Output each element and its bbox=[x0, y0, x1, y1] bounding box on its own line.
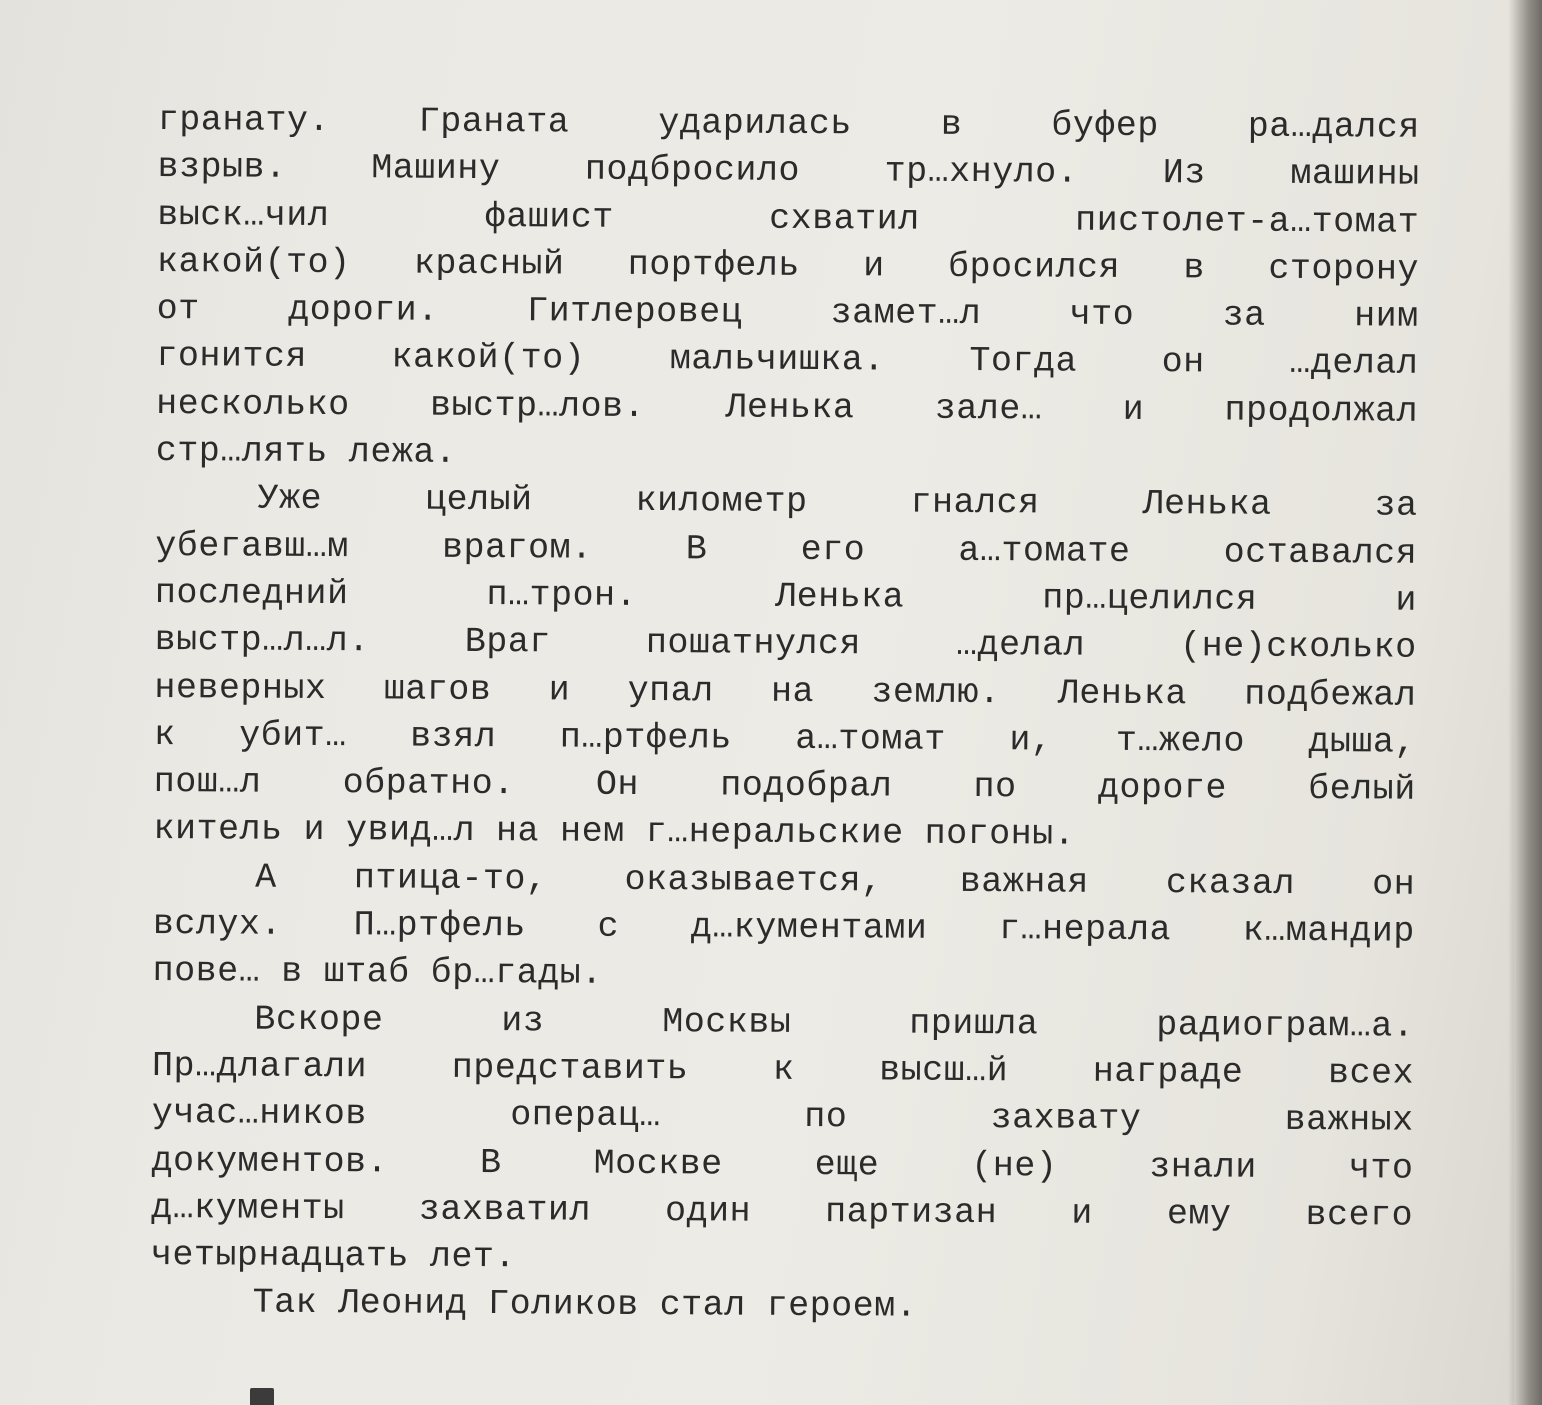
word: гнался bbox=[910, 482, 1040, 524]
word: от bbox=[156, 289, 200, 330]
word: зале… bbox=[934, 388, 1043, 430]
word: пошатнулся bbox=[645, 623, 862, 665]
word: всех bbox=[1327, 1053, 1415, 1094]
text-line bbox=[156, 381, 1418, 436]
text-line bbox=[150, 1279, 1412, 1334]
word: какой(то) bbox=[391, 337, 586, 380]
word: д…кументами bbox=[690, 907, 928, 949]
word: на bbox=[770, 671, 815, 712]
word: за bbox=[1374, 485, 1418, 527]
word: п…ртфель bbox=[559, 717, 732, 759]
word: упал bbox=[627, 670, 714, 711]
word: вслух. bbox=[152, 904, 283, 945]
word: несколько bbox=[156, 383, 350, 425]
word: (не)сколько bbox=[1179, 626, 1417, 668]
word: награде bbox=[1092, 1051, 1244, 1093]
word: захватил bbox=[418, 1189, 592, 1231]
word: сторону bbox=[1268, 248, 1420, 290]
word: подбросило bbox=[584, 149, 801, 192]
word: из bbox=[501, 1000, 545, 1042]
word: и bbox=[1071, 1193, 1093, 1234]
word: всего bbox=[1305, 1194, 1414, 1236]
word: он bbox=[1372, 864, 1416, 905]
word: с bbox=[597, 906, 620, 947]
word: радиограм…а. bbox=[1156, 1004, 1415, 1047]
word: пистолет-а…томат bbox=[1075, 200, 1420, 243]
word: в bbox=[281, 952, 303, 993]
word: еще bbox=[814, 1144, 880, 1185]
word: бросился bbox=[947, 246, 1121, 288]
word: высш…й bbox=[879, 1050, 1009, 1092]
text-line bbox=[153, 901, 1415, 956]
word: продолжал bbox=[1224, 390, 1419, 432]
word: Гитлеровец bbox=[527, 291, 743, 333]
word: партизан bbox=[825, 1191, 998, 1233]
text-line bbox=[154, 759, 1416, 814]
word: один bbox=[664, 1190, 752, 1232]
word: Из bbox=[1162, 153, 1206, 194]
word: знали bbox=[1149, 1146, 1257, 1188]
text-line bbox=[157, 144, 1419, 199]
word: …делал bbox=[955, 625, 1086, 666]
text-line bbox=[153, 948, 1415, 1003]
word: убегавш…м bbox=[155, 525, 349, 567]
word: что bbox=[1348, 1147, 1414, 1189]
word: землю. bbox=[871, 671, 1001, 713]
word: портфель bbox=[627, 244, 800, 286]
text-line bbox=[155, 523, 1417, 578]
word: ра…дался bbox=[1247, 106, 1420, 148]
word: В bbox=[685, 528, 708, 570]
word: его bbox=[800, 529, 866, 570]
word: что bbox=[1069, 294, 1135, 336]
text-line bbox=[158, 97, 1420, 152]
word: китель bbox=[153, 809, 283, 851]
word: ему bbox=[1166, 1194, 1232, 1235]
text-line bbox=[157, 192, 1419, 247]
word: к bbox=[772, 1049, 795, 1090]
word: д…кументы bbox=[151, 1187, 345, 1229]
word: Машину bbox=[371, 148, 501, 190]
word: фашист bbox=[484, 196, 614, 238]
word: Вскоре bbox=[254, 999, 384, 1041]
word: Ленька bbox=[775, 576, 905, 618]
word: Ленька bbox=[1057, 673, 1188, 714]
word: к…мандир bbox=[1242, 910, 1415, 952]
word: погоны. bbox=[924, 814, 1076, 856]
word: сказал bbox=[1165, 862, 1296, 904]
word: мальчишка. bbox=[669, 339, 885, 381]
word: Ленька bbox=[725, 387, 855, 429]
text-line bbox=[151, 1185, 1413, 1240]
word: учас…ников bbox=[151, 1093, 367, 1135]
word: документов. bbox=[151, 1140, 389, 1182]
word: Так bbox=[252, 1283, 318, 1324]
word: …делал bbox=[1289, 343, 1419, 385]
word: пр…целился bbox=[1042, 578, 1258, 620]
word: тр…хнуло. bbox=[884, 151, 1079, 193]
word: бр…гады. bbox=[430, 953, 603, 995]
page-edge bbox=[1514, 0, 1542, 1405]
word: пришла bbox=[909, 1003, 1039, 1045]
text-line bbox=[157, 286, 1419, 341]
word: оказывается, bbox=[624, 859, 883, 902]
word: Он bbox=[595, 764, 640, 806]
word: красный bbox=[413, 243, 565, 285]
word: т…жело bbox=[1115, 720, 1246, 762]
word: и bbox=[1395, 580, 1418, 621]
word: за bbox=[1222, 295, 1266, 336]
text-line bbox=[155, 475, 1417, 530]
text-line bbox=[152, 996, 1414, 1051]
word: оставался bbox=[1223, 532, 1418, 574]
word: важная bbox=[959, 861, 1089, 903]
word: В bbox=[479, 1142, 502, 1183]
word: операц… bbox=[510, 1095, 661, 1137]
word: А bbox=[255, 857, 277, 898]
word: шагов bbox=[383, 668, 492, 710]
word: Москвы bbox=[662, 1001, 792, 1043]
word: пове… bbox=[152, 951, 261, 992]
word: и bbox=[548, 669, 571, 711]
text-line bbox=[153, 854, 1415, 909]
word: по bbox=[804, 1097, 848, 1138]
word: дыша, bbox=[1308, 721, 1417, 763]
word: Граната bbox=[418, 101, 570, 143]
word: убит… bbox=[239, 715, 347, 757]
word: какой(то) bbox=[156, 241, 351, 284]
word: выстр…л…л. bbox=[154, 620, 370, 662]
word: он bbox=[1161, 342, 1205, 383]
word: обратно. bbox=[342, 763, 515, 805]
word: и bbox=[303, 810, 326, 851]
text-line bbox=[157, 239, 1419, 294]
word: машины bbox=[1290, 154, 1420, 196]
text-line bbox=[155, 570, 1417, 625]
word: к bbox=[153, 714, 176, 755]
word: подбежал bbox=[1244, 674, 1417, 716]
word: г…нерала bbox=[998, 909, 1172, 951]
word: в bbox=[940, 104, 963, 145]
word: буфер bbox=[1051, 105, 1159, 147]
word: птица-то, bbox=[353, 857, 548, 900]
word: Леонид bbox=[338, 1283, 468, 1325]
word: подобрал bbox=[720, 765, 893, 807]
word: представить bbox=[451, 1047, 689, 1090]
word: нем bbox=[559, 811, 625, 853]
word: замет…л bbox=[830, 293, 982, 335]
word: и bbox=[1122, 389, 1145, 430]
text-line bbox=[156, 333, 1418, 388]
word: километр bbox=[635, 481, 808, 523]
word: белый bbox=[1308, 769, 1416, 810]
word: врагом. bbox=[441, 527, 593, 569]
word: штаб bbox=[323, 952, 410, 993]
word: а…томате bbox=[958, 530, 1131, 572]
word: в bbox=[1183, 248, 1206, 289]
word: г…неральские bbox=[645, 812, 904, 855]
text-line bbox=[155, 617, 1417, 672]
story-text bbox=[150, 97, 1419, 1334]
word: ним bbox=[1354, 296, 1419, 337]
word: а…томат bbox=[795, 718, 946, 760]
word: последний bbox=[154, 572, 349, 615]
word: п…трон. bbox=[486, 574, 638, 616]
word: увид…л bbox=[345, 810, 476, 852]
word: героем. bbox=[766, 1286, 918, 1328]
word: целый bbox=[424, 480, 533, 521]
word: гонится bbox=[156, 336, 308, 378]
cut-off-next-line bbox=[250, 1388, 274, 1405]
text-line bbox=[151, 1232, 1413, 1287]
word: дороге bbox=[1097, 767, 1228, 809]
text-line bbox=[151, 1138, 1413, 1193]
word: (не) bbox=[971, 1145, 1058, 1187]
word: выстр…лов. bbox=[429, 385, 646, 427]
word: взял bbox=[410, 716, 497, 757]
word: важных bbox=[1284, 1100, 1414, 1141]
word: гранату. bbox=[157, 99, 331, 142]
word: стал bbox=[659, 1285, 746, 1327]
word: дороги. bbox=[288, 289, 439, 331]
word: Тогда bbox=[969, 341, 1078, 383]
word: Пр…длагали bbox=[151, 1045, 368, 1088]
word: по bbox=[973, 767, 1017, 808]
word: четырнадцать bbox=[150, 1235, 410, 1277]
word: П…ртфель bbox=[353, 905, 526, 947]
text-line bbox=[156, 428, 1418, 483]
text-line bbox=[152, 1090, 1414, 1145]
word: взрыв. bbox=[157, 147, 287, 189]
text-line bbox=[154, 712, 1416, 767]
word: захвату bbox=[990, 1098, 1142, 1140]
word: Голиков bbox=[488, 1284, 639, 1326]
word: лежа. bbox=[348, 432, 457, 473]
word: Враг bbox=[464, 622, 551, 663]
text-line bbox=[152, 1043, 1414, 1098]
word: ударилась bbox=[658, 103, 852, 145]
text-line bbox=[153, 806, 1415, 861]
word: пош…л bbox=[153, 762, 262, 803]
word: схватил bbox=[769, 198, 920, 240]
word: и, bbox=[1009, 720, 1053, 761]
word: и bbox=[863, 246, 885, 287]
word: Ленька bbox=[1142, 484, 1272, 526]
word: Уже bbox=[257, 478, 323, 520]
word: лет. bbox=[429, 1236, 517, 1278]
word: на bbox=[495, 811, 540, 852]
word: выск…чил bbox=[157, 194, 330, 236]
word: Москве bbox=[593, 1143, 723, 1185]
word: стр…лять bbox=[155, 431, 328, 473]
text-line bbox=[154, 665, 1416, 720]
word: неверных bbox=[154, 667, 327, 709]
